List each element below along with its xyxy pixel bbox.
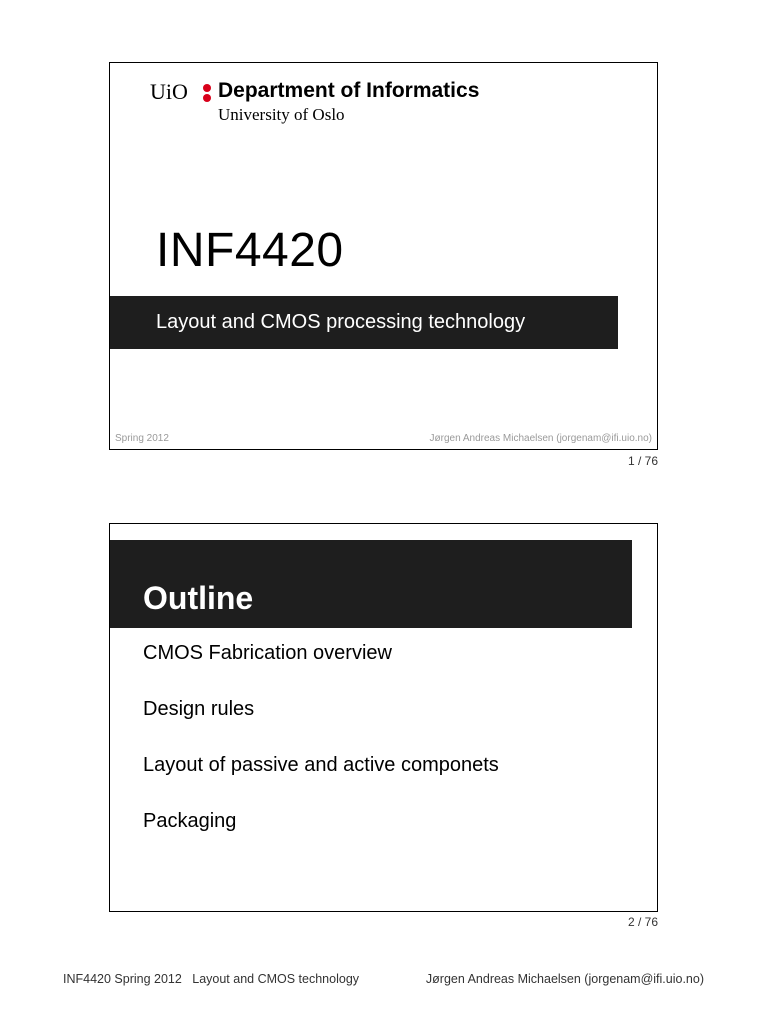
page-number: 1 / 76: [627, 454, 658, 468]
outline-item: CMOS Fabrication overview: [143, 642, 392, 664]
outline-item: Layout of passive and active componets: [143, 754, 499, 776]
document-footer-course: INF4420 Spring 2012 Layout and CMOS technology: [63, 972, 360, 986]
page-number: 2 / 76: [627, 915, 658, 929]
document-footer-author: Jørgen Andreas Michaelsen (jorgenam@ifi.uio.no): [425, 972, 704, 986]
course-code: INF4420: [156, 224, 344, 277]
university-name: University of Oslo: [218, 105, 345, 124]
slide-footer-semester: Spring 2012: [115, 433, 169, 444]
outline-item: Design rules: [143, 698, 255, 720]
slide-1: [109, 62, 658, 450]
slide-subtitle: Layout and CMOS processing technology: [110, 296, 618, 349]
uio-wordmark: UiO: [150, 79, 188, 104]
slide-2: [109, 523, 658, 912]
uio-colon-icon: [202, 82, 212, 104]
slide-title: Outline: [110, 540, 632, 628]
slide-footer-author: Jørgen Andreas Michaelsen (jorgenam@ifi.uio.no): [429, 433, 652, 444]
outline-item: Packaging: [143, 810, 237, 832]
outline-list: [143, 642, 499, 866]
department-name: Department of Informatics: [218, 79, 480, 102]
